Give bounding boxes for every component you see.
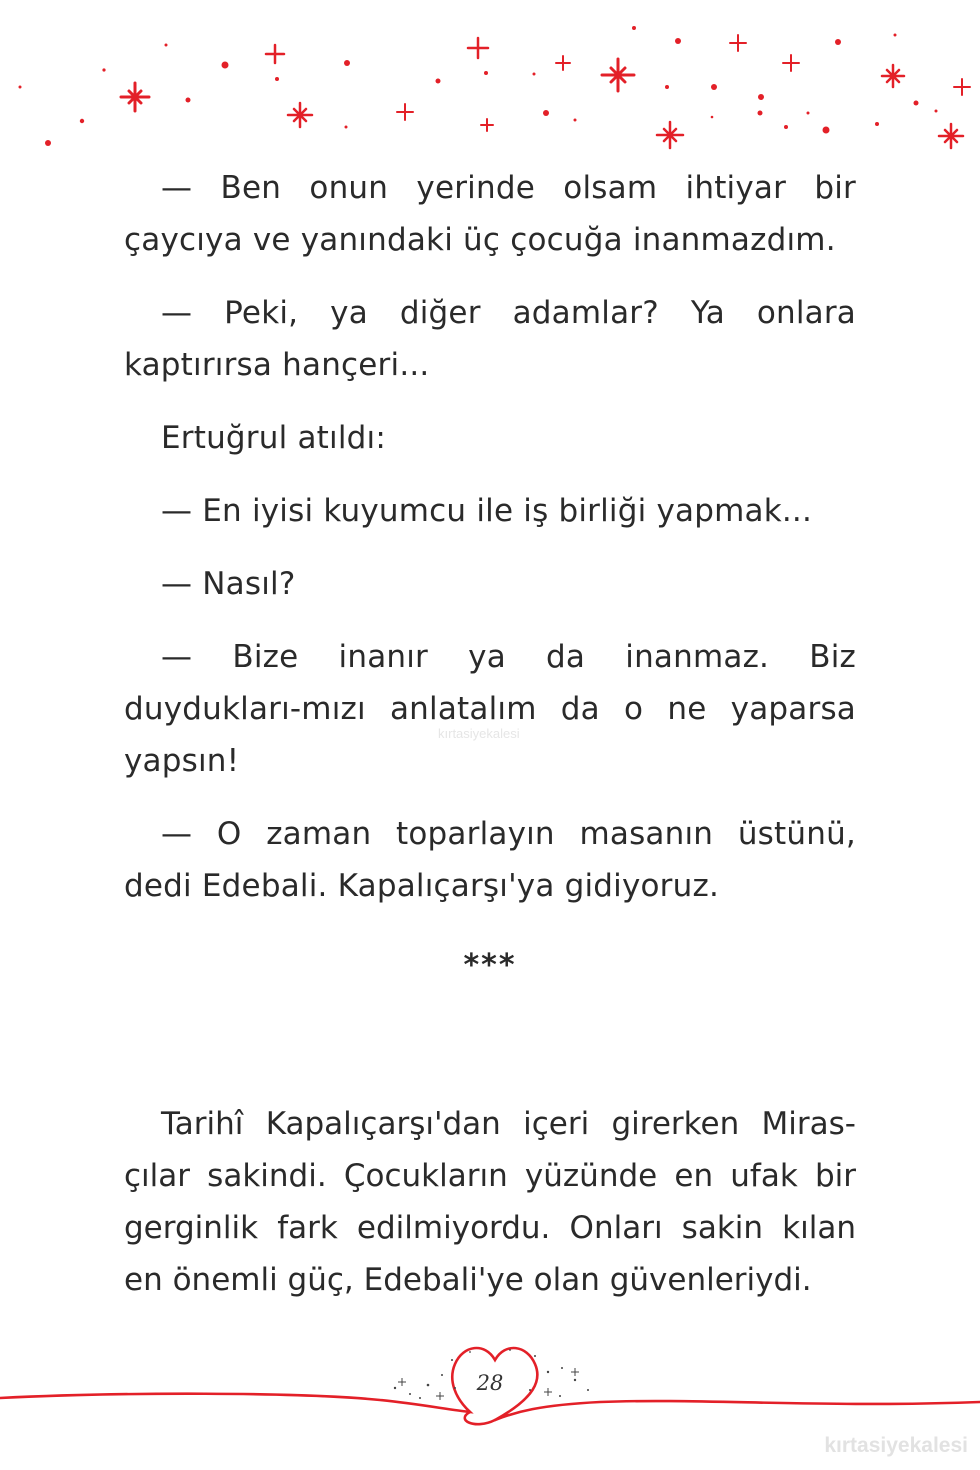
paragraph-dialogue-6: — O zaman toparlayın masanın üstünü, dedi Edebali. Kapalıçarşı'ya gidiyoruz. bbox=[124, 816, 856, 904]
decorative-stars-header bbox=[0, 0, 980, 170]
paragraph-dialogue-3: — En iyisi kuyumcu ile iş birliği yapmak... bbox=[161, 493, 813, 529]
page-number: 28 bbox=[476, 1371, 504, 1395]
watermark-middle: kırtasiyekalesi bbox=[438, 726, 520, 741]
watermark-corner: kırtasiyekalesi bbox=[824, 1434, 968, 1457]
paragraph-narration-2: Tarihî Kapalıçarşı'dan içeri girerken Miras-çılar sakindi. Çocukların yüzünde en ufak bir gerginlik fark edilmiyordu. Onları sakin kılan en önemli güç, Edebali'ye olan güvenleriydi. bbox=[124, 1106, 856, 1298]
paragraph-dialogue-5: — Bize inanır ya da inanmaz. Biz duydukları-mızı anlatalım da o ne yaparsa yapsın! bbox=[124, 639, 856, 779]
paragraph-dialogue-4: — Nasıl? bbox=[161, 566, 296, 602]
main-text-block bbox=[124, 162, 856, 933]
second-text-block bbox=[124, 1098, 856, 1327]
paragraph-narration-1: Ertuğrul atıldı: bbox=[161, 420, 386, 456]
section-divider: *** bbox=[463, 948, 517, 983]
paragraph-dialogue-2: — Peki, ya diğer adamlar? Ya onlara kaptırırsa hançeri... bbox=[124, 295, 856, 383]
paragraph-dialogue-1: — Ben onun yerinde olsam ihtiyar bir çaycıya ve yanındaki üç çocuğa inanmazdım. bbox=[124, 170, 856, 258]
